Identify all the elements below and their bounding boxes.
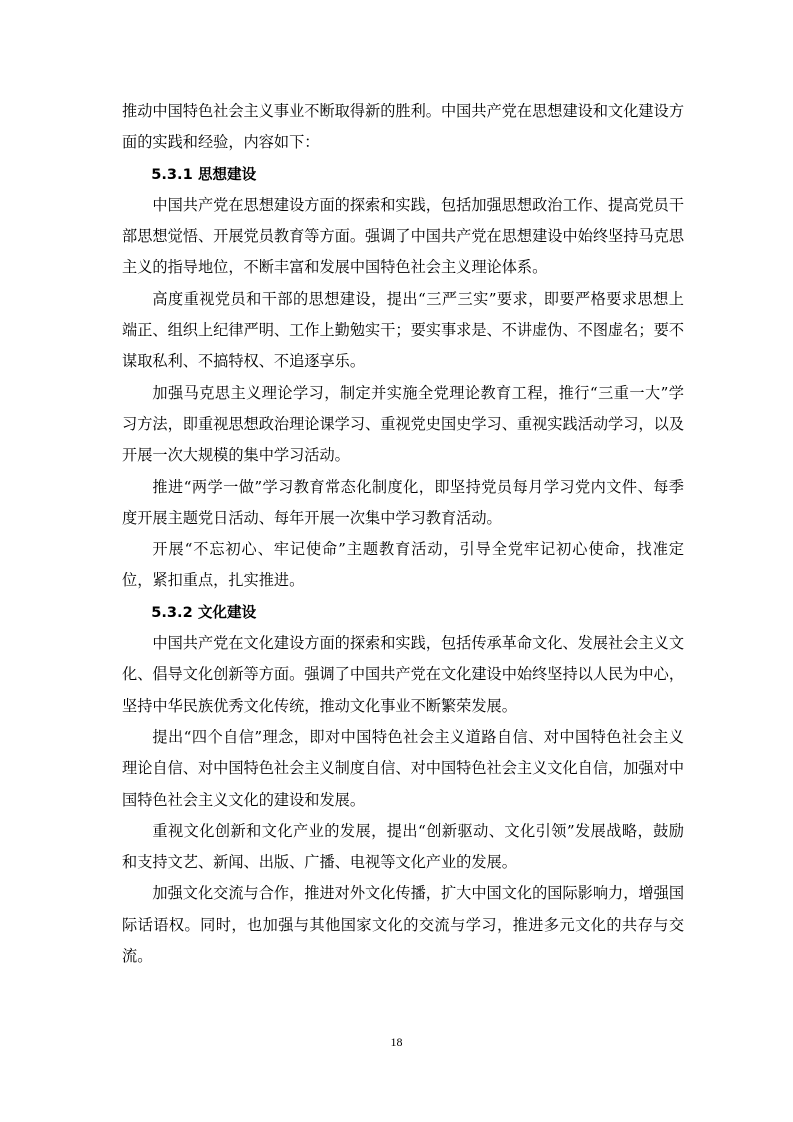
paragraph: 高度重视党员和干部的思想建设，提出“三严三实”要求，即要严格要求思想上端正、组织上纪律严明、工作上勤勉实干；要实事求是、不讲虚伪、不图虚名；要不谋取私利、不搞特权、不追逐享乐。 xyxy=(122,289,684,371)
paragraph: 中国共产党在文化建设方面的探索和实践，包括传承革命文化、发展社会主义文化、倡导文化创新等方面。强调了中国共产党在文化建设中始终坚持以人民为中心，坚持中华民族优秀文化传统，推动文化事业不断繁荣发展。 xyxy=(122,634,684,715)
section-heading-culture: 5.3.2 文化建设 xyxy=(151,603,257,621)
paragraph: 加强马克思主义理论学习，制定并实施全党理论教育工程，推行“三重一大”学习方法，即重视思想政治理论课学习、重视党史国史学习、重视实践活动学习，以及开展一次大规模的集中学习活动。 xyxy=(122,383,684,465)
paragraph: 中国共产党在思想建设方面的探索和实践，包括加强思想政治工作、提高党员干部思想觉悟、开展党员教育等方面。强调了中国共产党在思想建设中始终坚持马克思主义的指导地位，不断丰富和发展中国特色社会主义理论体系。 xyxy=(122,195,684,277)
paragraph: 加强文化交流与合作，推进对外文化传播，扩大中国文化的国际影响力，增强国际话语权。同时，也加强与其他国家文化的交流与学习，推进多元文化的共存与交流。 xyxy=(122,884,684,966)
page-body xyxy=(122,96,684,972)
paragraph: 重视文化创新和文化产业的发展，提出“创新驱动、文化引领”发展战略，鼓励和支持文艺、新闻、出版、广播、电视等文化产业的发展。 xyxy=(122,821,684,872)
paragraph: 开展“不忘初心、牢记使命”主题教育活动，引导全党牢记初心使命，找准定位，紧扣重点，扎实推进。 xyxy=(122,540,684,590)
paragraph: 推进“两学一做”学习教育常态化制度化，即坚持党员每月学习党内文件、每季度开展主题党日活动、每年开展一次集中学习教育活动。 xyxy=(122,477,684,527)
page-number: 18 xyxy=(390,1035,403,1049)
section-heading-ideology: 5.3.1 思想建设 xyxy=(151,165,257,183)
intro-paragraph: 推动中国特色社会主义事业不断取得新的胜利。中国共产党在思想建设和文化建设方面的实践和经验，内容如下： xyxy=(122,102,684,152)
paragraph: 提出“四个自信”理念，即对中国特色社会主义道路自信、对中国特色社会主义理论自信、对中国特色社会主义制度自信、对中国特色社会主义文化自信，加强对中国特色社会主义文化的建设和发展。 xyxy=(122,727,684,809)
